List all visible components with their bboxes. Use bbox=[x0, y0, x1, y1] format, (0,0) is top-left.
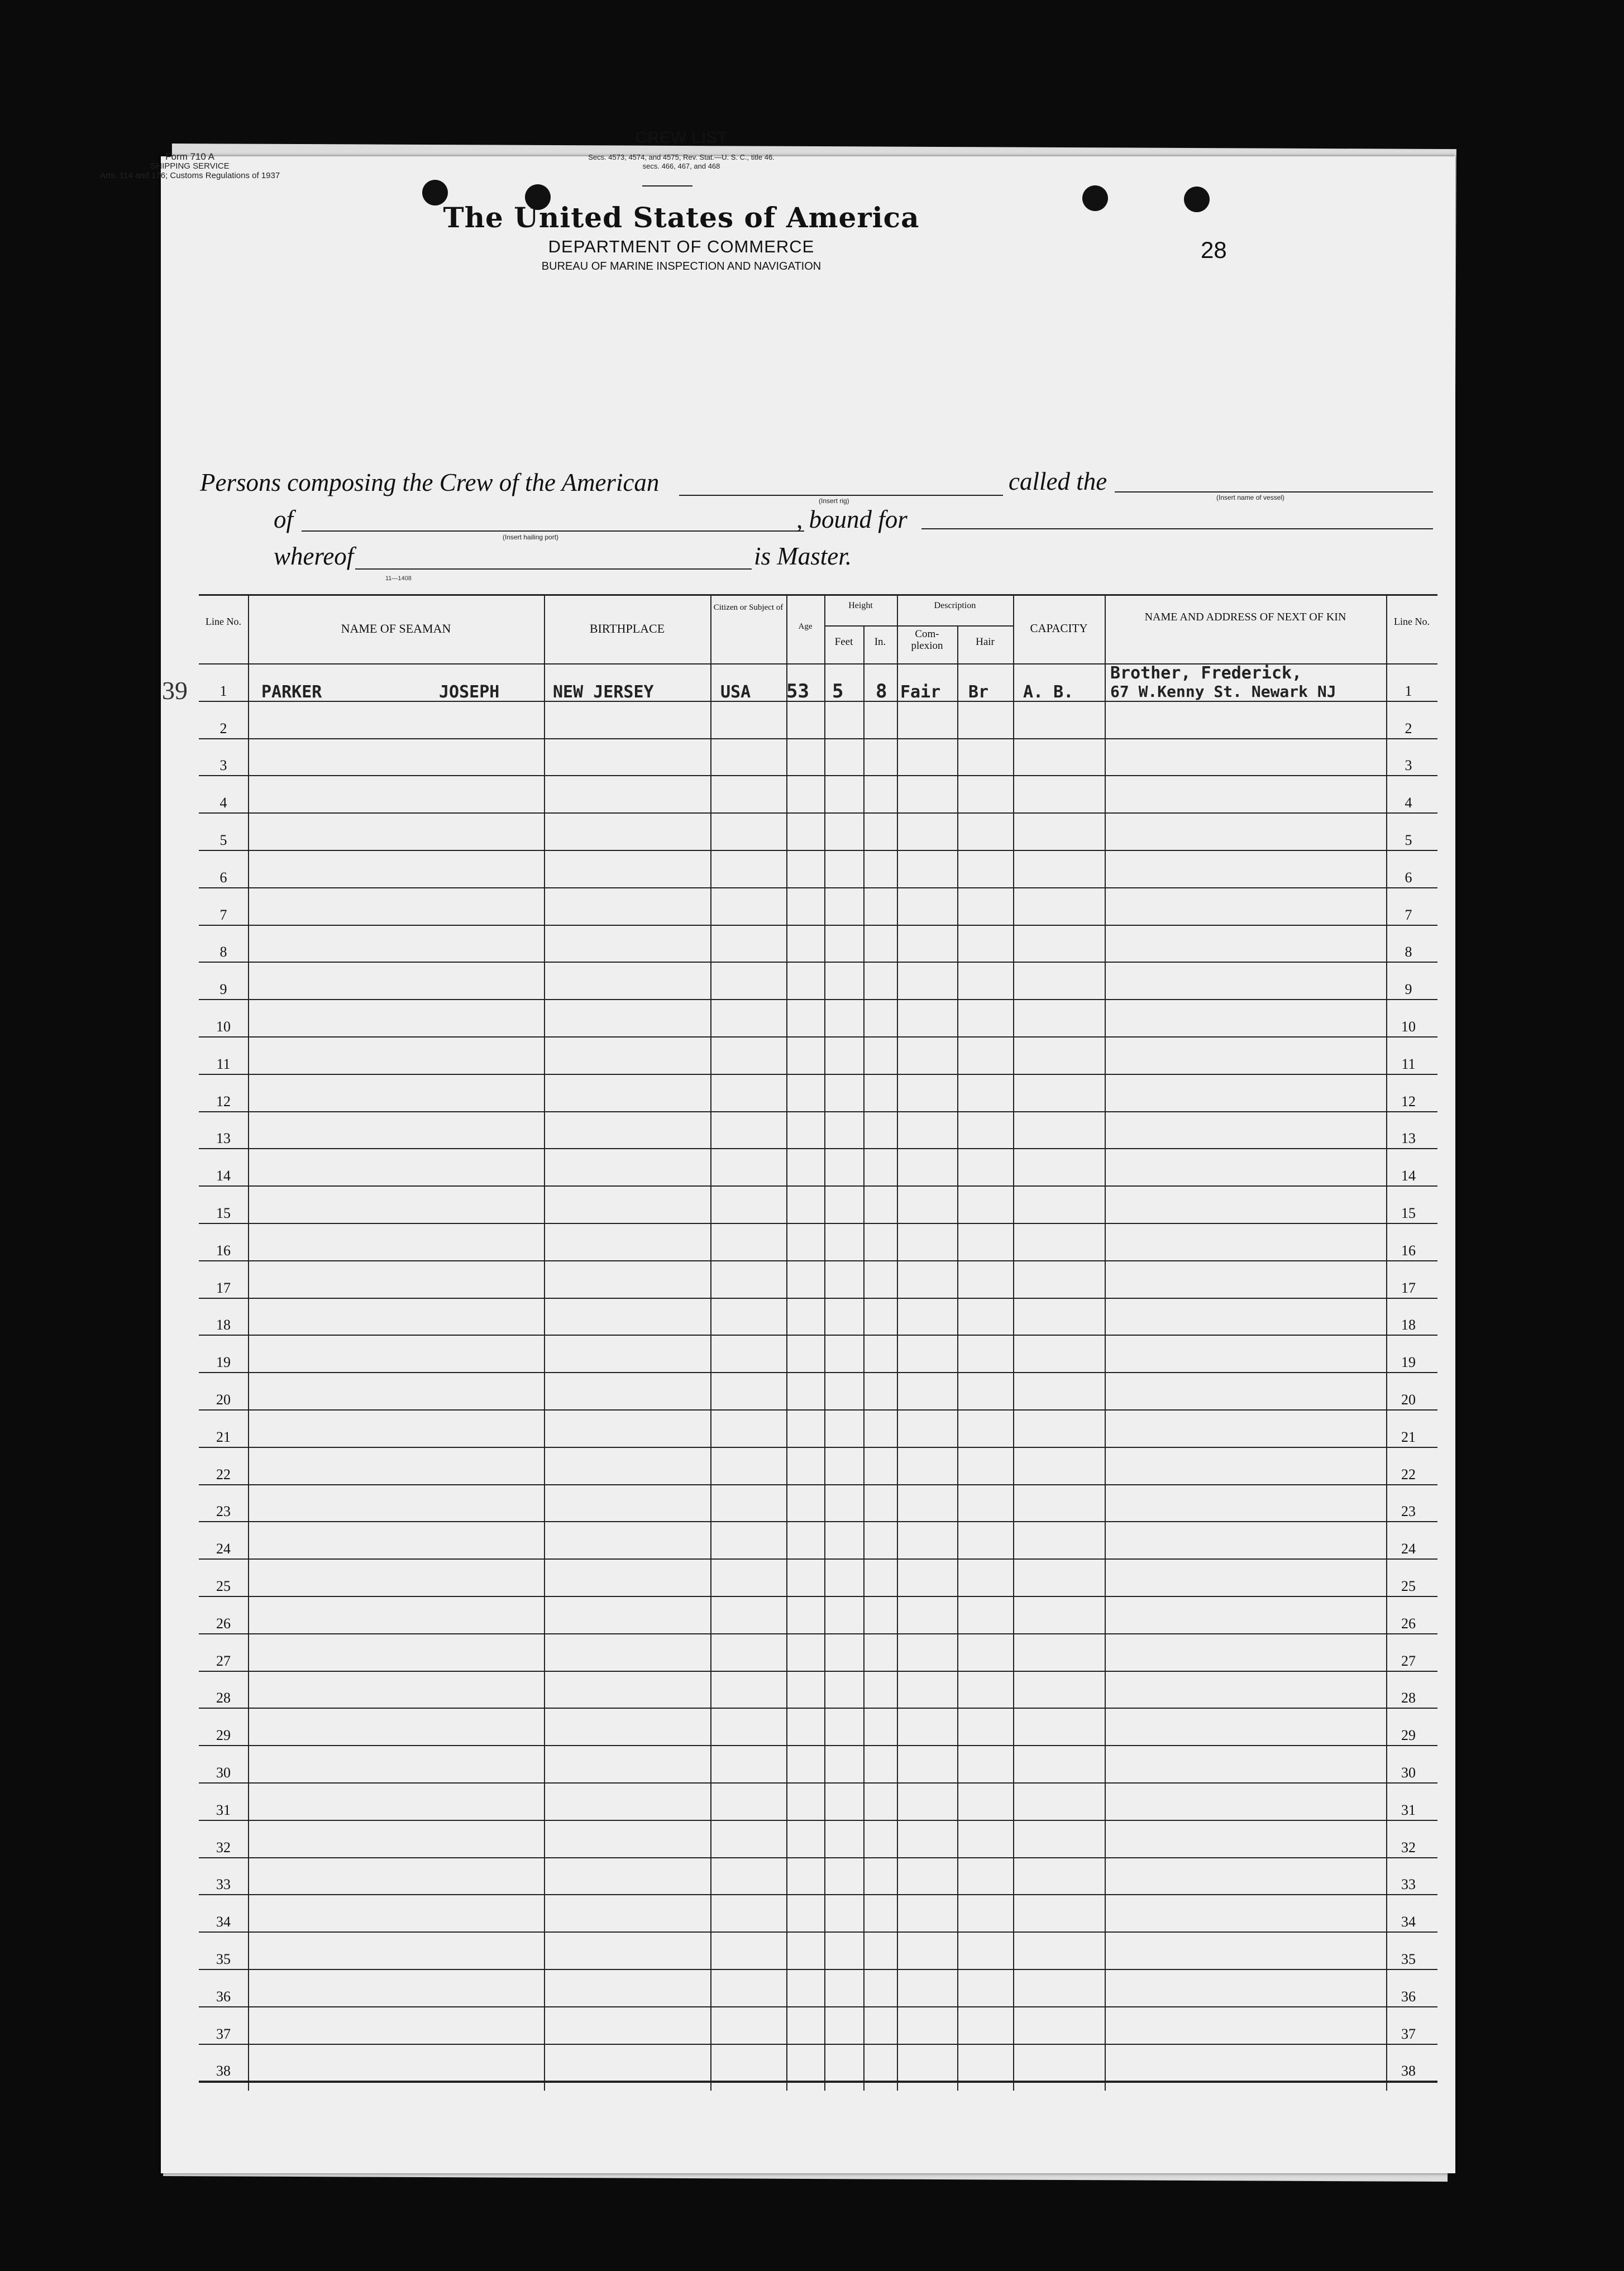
vessel-name-blank[interactable] bbox=[1115, 491, 1433, 493]
table-row-rule bbox=[199, 1820, 1437, 1821]
row-number-left: 6 bbox=[219, 869, 227, 886]
table-row-rule bbox=[199, 1185, 1437, 1187]
table-row-rule bbox=[199, 1484, 1437, 1485]
intro-whereof: whereof bbox=[274, 542, 354, 570]
row-number-left: 5 bbox=[219, 832, 227, 848]
divider bbox=[642, 185, 692, 187]
hailing-port-blank[interactable] bbox=[302, 530, 804, 532]
row-number-right: 31 bbox=[1401, 1802, 1416, 1818]
entry-kin-line1[interactable]: Brother, Frederick, bbox=[1110, 663, 1302, 683]
row-number-right: 14 bbox=[1401, 1168, 1416, 1184]
entry-given-name[interactable]: JOSEPH bbox=[439, 682, 500, 702]
col-header-birthplace: BIRTHPLACE bbox=[589, 621, 665, 635]
row-number-left: 1 bbox=[219, 683, 227, 699]
row-number-right: 2 bbox=[1405, 720, 1412, 737]
row-number-right: 11 bbox=[1401, 1056, 1416, 1072]
entry-birthplace[interactable]: NEW JERSEY bbox=[553, 682, 654, 702]
row-number-left: 24 bbox=[216, 1541, 231, 1557]
row-number-left: 22 bbox=[216, 1466, 231, 1483]
country-heading: The United States of America bbox=[443, 201, 920, 234]
entry-complexion[interactable]: Fair bbox=[900, 682, 941, 702]
row-number-right: 29 bbox=[1401, 1727, 1416, 1743]
row-number-right: 35 bbox=[1401, 1951, 1416, 1967]
row-number-right: 4 bbox=[1405, 795, 1412, 811]
row-number-right: 20 bbox=[1401, 1392, 1416, 1408]
table-row-rule bbox=[199, 999, 1437, 1000]
table-row-rule bbox=[199, 1036, 1437, 1038]
table-row-rule bbox=[199, 1111, 1437, 1112]
entry-citizen[interactable]: USA bbox=[720, 682, 751, 702]
row-number-left: 26 bbox=[216, 1615, 231, 1632]
master-name-blank[interactable] bbox=[355, 568, 752, 570]
row-number-left: 34 bbox=[216, 1914, 231, 1930]
row-number-left: 35 bbox=[216, 1951, 231, 1967]
row-number-left: 32 bbox=[216, 1839, 231, 1856]
col-header-feet: Feet bbox=[834, 636, 853, 648]
row-number-left: 19 bbox=[216, 1354, 231, 1370]
col-header-description: Description bbox=[934, 601, 976, 610]
row-number-left: 30 bbox=[216, 1765, 231, 1781]
table-row-rule bbox=[199, 701, 1437, 702]
col-divider bbox=[957, 625, 958, 2091]
row-number-right: 10 bbox=[1401, 1019, 1416, 1035]
subheader-rule bbox=[824, 625, 1013, 627]
row-number-left: 8 bbox=[219, 944, 227, 960]
col-header-inches: In. bbox=[874, 636, 886, 648]
document-title: CREW LIST bbox=[635, 128, 728, 147]
table-row-rule bbox=[199, 1447, 1437, 1448]
entry-age[interactable]: 53 bbox=[786, 680, 809, 702]
table-row-rule bbox=[199, 1521, 1437, 1522]
row-number-right: 23 bbox=[1401, 1503, 1416, 1519]
statutes-line1: Secs. 4573, 4574, and 4575, Rev. Stat.—U. S. C., title 46. bbox=[588, 153, 775, 161]
table-row-rule bbox=[199, 1372, 1437, 1373]
row-number-left: 4 bbox=[219, 795, 227, 811]
table-row-rule bbox=[199, 1596, 1437, 1597]
row-number-left: 37 bbox=[216, 2026, 231, 2042]
table-row-rule bbox=[199, 1298, 1437, 1299]
col-divider bbox=[710, 594, 711, 2091]
rig-hint: (Insert rig) bbox=[819, 497, 849, 505]
row-number-right: 18 bbox=[1401, 1317, 1416, 1333]
row-number-right: 21 bbox=[1401, 1429, 1416, 1445]
table-row-rule bbox=[199, 2081, 1437, 2083]
table-row-rule bbox=[199, 1671, 1437, 1672]
row-number-left: 17 bbox=[216, 1280, 231, 1296]
col-divider bbox=[824, 594, 825, 2091]
shipping-service: SHIPPING SERVICE bbox=[150, 161, 230, 171]
table-row-rule bbox=[199, 2006, 1437, 2007]
row-number-right: 25 bbox=[1401, 1578, 1416, 1594]
table-row-rule bbox=[199, 1558, 1437, 1560]
rig-blank[interactable] bbox=[679, 495, 1003, 496]
row-number-left: 36 bbox=[216, 1988, 231, 2005]
row-number-left: 15 bbox=[216, 1205, 231, 1221]
port-hint: (Insert hailing port) bbox=[503, 533, 559, 541]
form-identifier bbox=[45, 152, 335, 180]
row-number-right: 22 bbox=[1401, 1466, 1416, 1483]
col-divider bbox=[786, 594, 787, 2091]
row-number-left: 21 bbox=[216, 1429, 231, 1445]
row-number-right: 3 bbox=[1405, 757, 1412, 773]
row-number-right: 13 bbox=[1401, 1130, 1416, 1146]
col-header-line-no: Line No. bbox=[206, 616, 241, 627]
row-number-left: 29 bbox=[216, 1727, 231, 1743]
table-row-rule bbox=[199, 812, 1437, 814]
destination-blank[interactable] bbox=[921, 528, 1433, 529]
statutes bbox=[458, 153, 905, 171]
intro-is-master: is Master. bbox=[754, 542, 852, 570]
entry-feet[interactable]: 5 bbox=[832, 680, 844, 702]
col-divider bbox=[1105, 594, 1106, 2091]
row-number-left: 2 bbox=[219, 720, 227, 737]
table-row-rule bbox=[199, 1708, 1437, 1709]
table-row-rule bbox=[199, 1335, 1437, 1336]
table-row-rule bbox=[199, 1409, 1437, 1411]
entry-kin-line2[interactable]: 67 W.Kenny St. Newark NJ bbox=[1110, 682, 1336, 701]
punch-hole bbox=[1184, 187, 1210, 212]
row-number-left: 7 bbox=[219, 907, 227, 923]
col-header-complexion: Com- plexion bbox=[911, 628, 943, 652]
row-number-left: 31 bbox=[216, 1802, 231, 1818]
col-divider bbox=[1386, 594, 1387, 2091]
row-number-left: 16 bbox=[216, 1242, 231, 1259]
row-number-right: 38 bbox=[1401, 2063, 1416, 2079]
table-row-rule bbox=[199, 1633, 1437, 1634]
row-number-right: 17 bbox=[1401, 1280, 1416, 1296]
col-header-capacity: CAPACITY bbox=[1030, 621, 1088, 635]
row-number-right: 37 bbox=[1401, 2026, 1416, 2042]
table-row-rule bbox=[199, 1745, 1437, 1746]
table-row-rule bbox=[199, 738, 1437, 739]
row-number-left: 25 bbox=[216, 1578, 231, 1594]
entry-capacity[interactable]: A. B. bbox=[1023, 682, 1074, 702]
row-number-right: 24 bbox=[1401, 1541, 1416, 1557]
row-number-left: 23 bbox=[216, 1503, 231, 1519]
row-number-right: 16 bbox=[1401, 1242, 1416, 1259]
row-number-left: 10 bbox=[216, 1019, 231, 1035]
regulations: Arts. 114 and 176; Customs Regulations of 1937 bbox=[99, 171, 280, 180]
form-number: Form 710 A bbox=[165, 151, 214, 162]
page-number: 28 bbox=[1201, 237, 1227, 263]
col-header-line-no-right: Line No. bbox=[1394, 616, 1430, 627]
row-number-right: 28 bbox=[1401, 1690, 1416, 1706]
row-number-left: 38 bbox=[216, 2063, 231, 2079]
row-number-left: 27 bbox=[216, 1653, 231, 1669]
row-number-left: 12 bbox=[216, 1093, 231, 1110]
form-code: 11—1408 bbox=[385, 575, 412, 582]
intro-line1-text: Persons composing the Crew of the American bbox=[200, 468, 660, 496]
entry-hair[interactable]: Br bbox=[968, 682, 989, 702]
punch-hole bbox=[1082, 185, 1108, 211]
col-header-kin: NAME AND ADDRESS OF NEXT OF KIN bbox=[1144, 611, 1346, 623]
col-divider bbox=[863, 625, 864, 2091]
row-number-left: 11 bbox=[216, 1056, 231, 1072]
row-number-left: 9 bbox=[219, 981, 227, 997]
table-row-rule bbox=[199, 1931, 1437, 1933]
row-number-right: 36 bbox=[1401, 1988, 1416, 2005]
row-number-right: 7 bbox=[1405, 907, 1412, 923]
table-row-rule bbox=[199, 2044, 1437, 2045]
table-row-rule bbox=[199, 1223, 1437, 1224]
col-header-height: Height bbox=[848, 601, 873, 610]
table-row-rule bbox=[199, 1074, 1437, 1075]
row-number-left: 20 bbox=[216, 1392, 231, 1408]
table-row-rule bbox=[199, 925, 1437, 926]
col-divider bbox=[897, 594, 898, 2091]
table-row-rule bbox=[199, 1969, 1437, 1970]
col-divider bbox=[544, 594, 545, 2091]
row-number-left: 13 bbox=[216, 1130, 231, 1146]
table-row-rule bbox=[199, 1894, 1437, 1895]
table-top-rule bbox=[199, 594, 1437, 596]
row-number-right: 27 bbox=[1401, 1653, 1416, 1669]
col-header-hair: Hair bbox=[976, 636, 995, 648]
row-number-right: 9 bbox=[1405, 981, 1412, 997]
col-header-name: NAME OF SEAMAN bbox=[341, 621, 451, 635]
row-number-left: 14 bbox=[216, 1168, 231, 1184]
row-number-right: 12 bbox=[1401, 1093, 1416, 1110]
table-row-rule bbox=[199, 1148, 1437, 1149]
intro-bound-for: , bound for bbox=[796, 505, 907, 533]
margin-note: 39 bbox=[162, 676, 188, 705]
row-number-right: 1 bbox=[1405, 683, 1412, 699]
row-number-left: 33 bbox=[216, 1876, 231, 1892]
vessel-hint: (Insert name of vessel) bbox=[1216, 494, 1285, 501]
row-number-right: 15 bbox=[1401, 1205, 1416, 1221]
intro-called-the: called the bbox=[1009, 467, 1107, 495]
col-divider bbox=[248, 594, 249, 2091]
row-number-right: 34 bbox=[1401, 1914, 1416, 1930]
statutes-line2: secs. 466, 467, and 468 bbox=[642, 162, 720, 170]
row-number-right: 19 bbox=[1401, 1354, 1416, 1370]
bureau-heading: BUREAU OF MARINE INSPECTION AND NAVIGATION bbox=[541, 260, 821, 272]
col-header-citizen: Citizen or Subject of bbox=[713, 603, 784, 612]
row-number-right: 33 bbox=[1401, 1876, 1416, 1892]
table-row-rule bbox=[199, 1857, 1437, 1858]
department-heading: DEPARTMENT OF COMMERCE bbox=[548, 237, 815, 256]
intro-of: of bbox=[274, 505, 294, 533]
table-row-rule bbox=[199, 850, 1437, 851]
row-number-left: 28 bbox=[216, 1690, 231, 1706]
row-number-left: 18 bbox=[216, 1317, 231, 1333]
table-row-rule bbox=[199, 775, 1437, 776]
table-row-rule bbox=[199, 887, 1437, 888]
table-row-rule bbox=[199, 1782, 1437, 1784]
row-number-right: 26 bbox=[1401, 1615, 1416, 1632]
entry-inches[interactable]: 8 bbox=[876, 680, 887, 702]
col-divider bbox=[1013, 594, 1014, 2091]
col-header-age: Age bbox=[798, 622, 813, 631]
row-number-right: 32 bbox=[1401, 1839, 1416, 1856]
table-row-rule bbox=[199, 1260, 1437, 1261]
row-number-right: 30 bbox=[1401, 1765, 1416, 1781]
crew-list-sheet bbox=[161, 156, 1455, 2173]
entry-surname[interactable]: PARKER bbox=[261, 682, 322, 702]
table-row-rule bbox=[199, 962, 1437, 963]
row-number-left: 3 bbox=[219, 757, 227, 773]
row-number-right: 6 bbox=[1405, 869, 1412, 886]
row-number-right: 5 bbox=[1405, 832, 1412, 848]
row-number-right: 8 bbox=[1405, 944, 1412, 960]
